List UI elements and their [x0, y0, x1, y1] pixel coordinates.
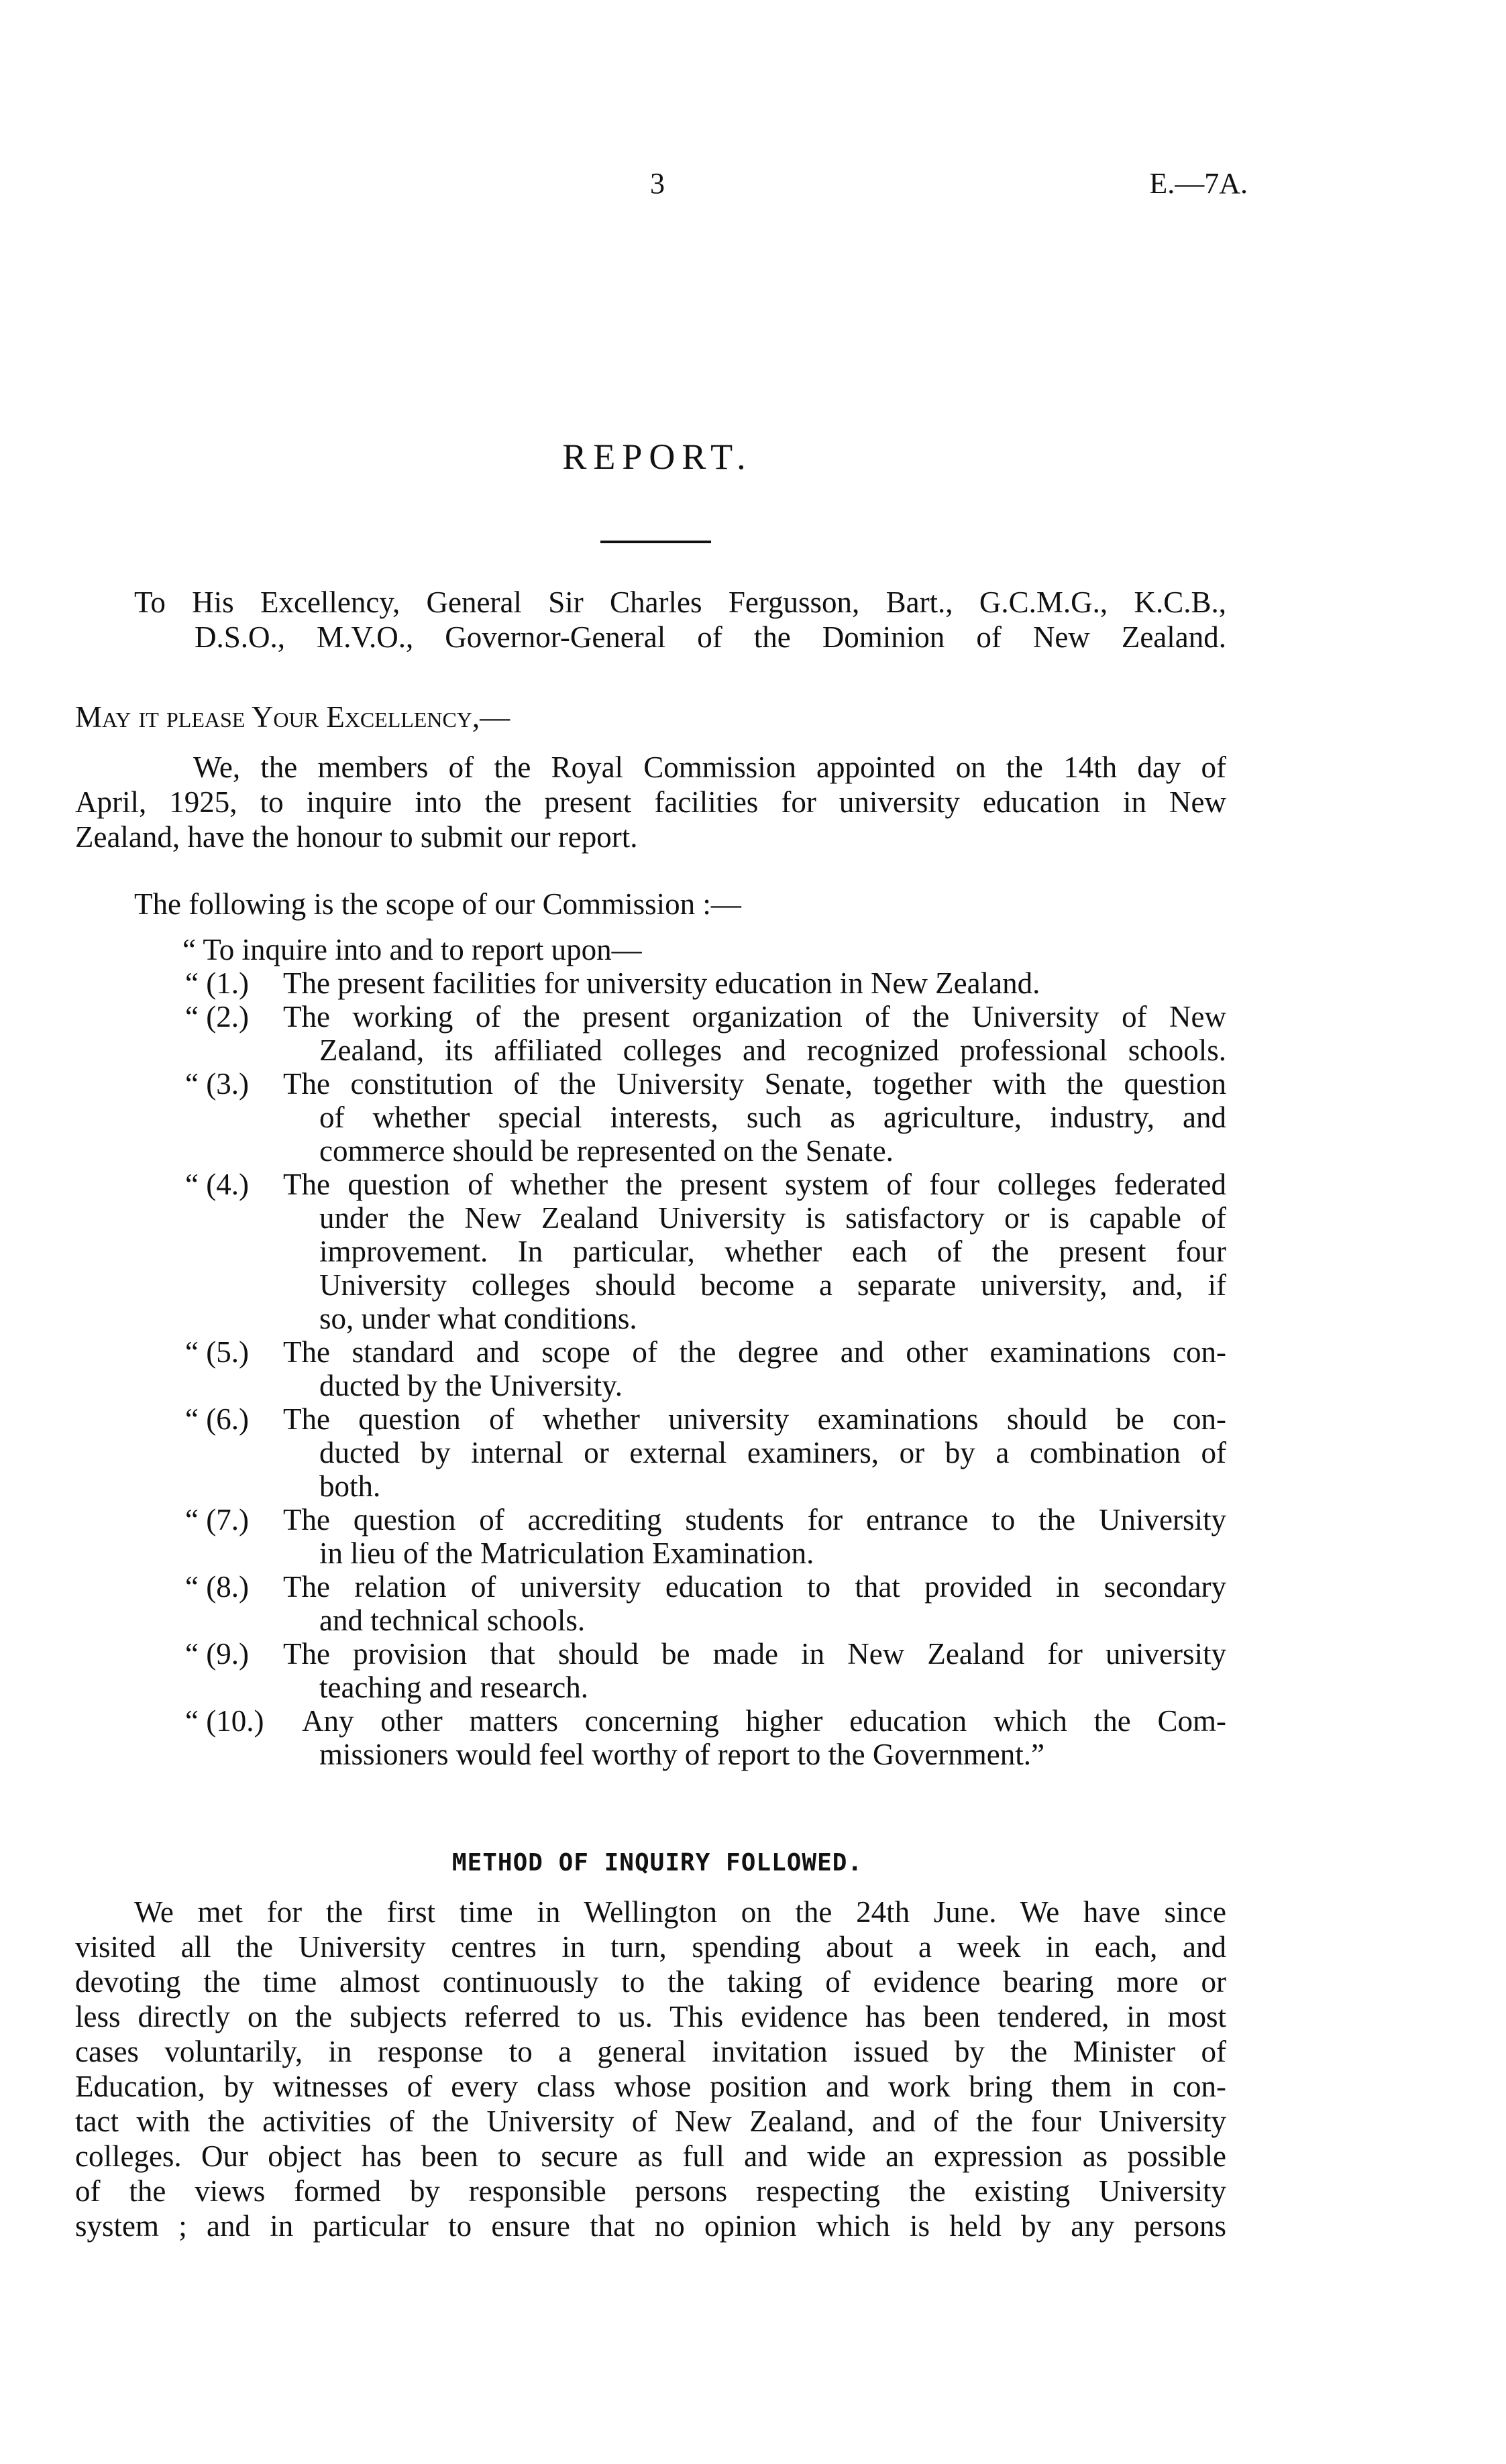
- scope-item-number: “ (3.): [185, 1067, 249, 1101]
- method-line: cases voluntarily, in response to a general invitation issued by the Minister of: [75, 2035, 1226, 2068]
- address-line-2: D.S.O., M.V.O., Governor-General of the Dominion of New Zealand.: [195, 620, 1226, 654]
- page-number: 3: [650, 167, 665, 200]
- intro-line-1: We, the members of the Royal Commission appointed on the 14th day of: [193, 750, 1226, 784]
- document-reference: E.—7A.: [1149, 167, 1248, 200]
- scope-item-line: teaching and research.: [319, 1671, 589, 1704]
- method-line: tact with the activities of the University of New Zealand, and of the four University: [75, 2105, 1226, 2138]
- scope-item-line: so, under what conditions.: [319, 1302, 637, 1335]
- method-line: We met for the first time in Wellington on the 24th June. We have since: [134, 1895, 1226, 1929]
- scope-item-line: The standard and scope of the degree and other examinations con-: [283, 1335, 1226, 1369]
- salutation: May it please Your Excellency,—: [75, 700, 510, 734]
- scope-item-number: “ (4.): [185, 1168, 249, 1201]
- method-line: of the views formed by responsible persons respecting the existing University: [75, 2174, 1226, 2208]
- section-heading: METHOD OF INQUIRY FOLLOWED.: [451, 1849, 863, 1877]
- scope-item-line: The question of whether the present system of four colleges federated: [283, 1168, 1226, 1201]
- scope-item-number: “ (9.): [185, 1637, 249, 1671]
- method-line: system ; and in particular to ensure that no opinion which is held by any persons: [75, 2209, 1226, 2243]
- scope-item-line: of whether special interests, such as agriculture, industry, and: [319, 1101, 1226, 1134]
- method-line: Education, by witnesses of every class whose position and work bring them in con-: [75, 2070, 1226, 2103]
- scope-item-line: The provision that should be made in New Zealand for university: [283, 1637, 1226, 1671]
- method-line: devoting the time almost continuously to the taking of evidence bearing more or: [75, 1965, 1226, 1999]
- title-rule: [600, 541, 711, 543]
- scope-item-line: ducted by internal or external examiners, or by a combination of: [319, 1436, 1226, 1469]
- scope-item-line: under the New Zealand University is satisfactory or is capable of: [319, 1201, 1226, 1235]
- scope-item-number: “ (2.): [185, 1000, 249, 1033]
- scope-item-line: The working of the present organization of the University of New: [283, 1000, 1226, 1033]
- method-line: less directly on the subjects referred to us. This evidence has been tendered, in most: [75, 2000, 1226, 2033]
- scope-item-line: missioners would feel worthy of report to the Government.”: [319, 1738, 1044, 1771]
- address-line-1: To His Excellency, General Sir Charles Fergusson, Bart., G.C.M.G., K.C.B.,: [134, 585, 1226, 619]
- scope-item-number: “ (6.): [185, 1402, 249, 1436]
- scope-item-line: in lieu of the Matriculation Examination.: [319, 1536, 814, 1570]
- scope-intro: The following is the scope of our Commission :—: [134, 887, 741, 921]
- scope-item-line: both.: [319, 1469, 381, 1503]
- scope-item-line: improvement. In particular, whether each of the present four: [319, 1235, 1226, 1268]
- scope-item-line: and technical schools.: [319, 1604, 586, 1637]
- intro-line-3: Zealand, have the honour to submit our report.: [75, 820, 638, 854]
- scope-item-line: The question of accrediting students for entrance to the University: [283, 1503, 1226, 1536]
- scope-item-number: “ (1.): [185, 966, 249, 1000]
- scope-item-line: Any other matters concerning higher education which the Com-: [302, 1704, 1226, 1738]
- scope-item-number: “ (7.): [185, 1503, 249, 1536]
- scope-item-line: The relation of university education to that provided in secondary: [283, 1570, 1226, 1604]
- scope-item-line: University colleges should become a separate university, and, if: [319, 1268, 1226, 1302]
- report-title: REPORT.: [562, 437, 753, 477]
- scope-item-number: “ (8.): [185, 1570, 249, 1604]
- scope-item-number: “ (10.): [185, 1704, 264, 1738]
- scope-item-line: The present facilities for university education in New Zealand.: [283, 966, 1040, 1000]
- scope-lead: “ To inquire into and to report upon—: [182, 933, 642, 966]
- scope-item-number: “ (5.): [185, 1335, 249, 1369]
- method-line: visited all the University centres in turn, spending about a week in each, and: [75, 1930, 1226, 1964]
- scope-item-line: The constitution of the University Senate, together with the question: [283, 1067, 1226, 1101]
- scope-item-line: ducted by the University.: [319, 1369, 623, 1402]
- scope-item-line: commerce should be represented on the Senate.: [319, 1134, 894, 1168]
- scope-item-line: The question of whether university examinations should be con-: [283, 1402, 1226, 1436]
- scope-item-line: Zealand, its affiliated colleges and recognized professional schools.: [319, 1033, 1226, 1067]
- intro-line-2: April, 1925, to inquire into the present facilities for university education in New: [75, 785, 1226, 819]
- method-line: colleges. Our object has been to secure as full and wide an expression as possible: [75, 2139, 1226, 2173]
